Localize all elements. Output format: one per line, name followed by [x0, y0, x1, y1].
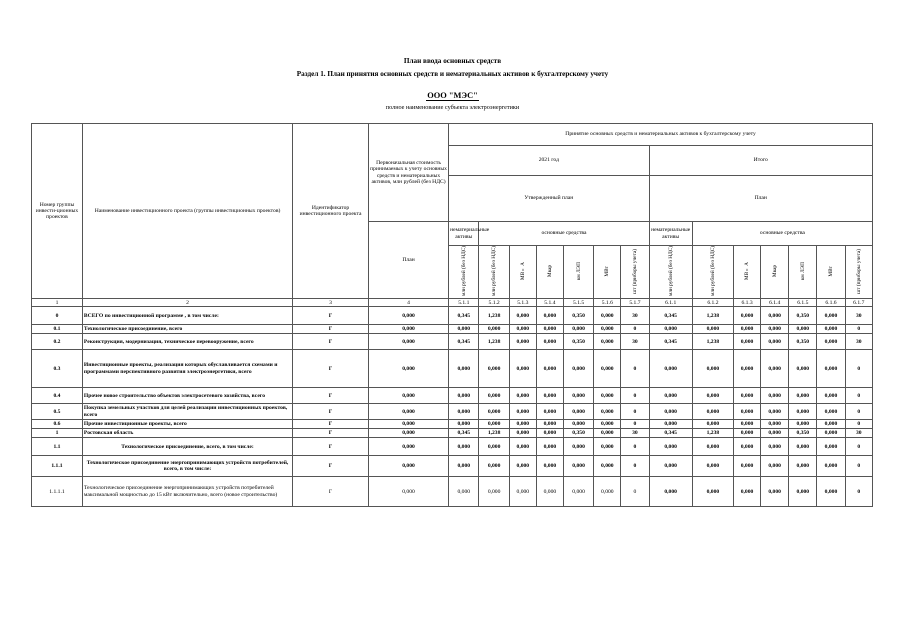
header-unit-6-4: Мвар — [761, 246, 789, 299]
row-project-name: Ростовская область — [82, 429, 292, 438]
row-number: 1.1.1 — [32, 456, 83, 477]
table-row — [32, 429, 873, 438]
row-initial-cost: 0,000 — [368, 456, 448, 477]
row-value: 0,000 — [509, 334, 536, 350]
row-value: 0,000 — [817, 388, 845, 404]
row-value: 0,345 — [449, 429, 479, 438]
header-intangible-total: нематериальные активы — [649, 222, 692, 246]
row-value: 0,000 — [594, 456, 621, 477]
row-value: 0,000 — [449, 350, 479, 388]
row-project-id: Г — [293, 307, 369, 325]
column-number: 6.1.1 — [649, 299, 692, 307]
column-number: 5.1.7 — [621, 299, 649, 307]
row-value: 0,000 — [761, 477, 789, 507]
row-value: 0,000 — [449, 325, 479, 334]
row-project-id: Г — [293, 388, 369, 404]
row-value: 0,000 — [692, 325, 733, 334]
row-value: 0,000 — [789, 438, 817, 456]
row-value: 0,000 — [509, 477, 536, 507]
column-number: 6.1.6 — [817, 299, 845, 307]
row-value: 0,000 — [649, 325, 692, 334]
table-row — [32, 420, 873, 429]
row-value: 0,000 — [563, 438, 593, 456]
header-unit-5-3: МВ×А — [509, 246, 536, 299]
row-initial-cost: 0,000 — [368, 307, 448, 325]
row-value: 30 — [845, 307, 872, 325]
column-number: 5.1.5 — [563, 299, 593, 307]
row-value: 0,000 — [761, 429, 789, 438]
row-value: 0,000 — [449, 388, 479, 404]
row-project-id: Г — [293, 456, 369, 477]
row-value: 0,000 — [761, 350, 789, 388]
row-value: 0,000 — [479, 456, 509, 477]
row-value: 0,000 — [536, 456, 563, 477]
row-initial-cost: 0,000 — [368, 477, 448, 507]
header-approved-plan: Утвержденный план — [449, 176, 649, 222]
row-value: 0,350 — [789, 334, 817, 350]
row-number: 0.1 — [32, 325, 83, 334]
row-project-id: Г — [293, 477, 369, 507]
row-value: 0,000 — [649, 456, 692, 477]
column-number: 1 — [32, 299, 83, 307]
row-value: 0,000 — [789, 477, 817, 507]
row-value: 1,238 — [692, 429, 733, 438]
row-value: 0 — [845, 325, 872, 334]
row-initial-cost: 0,000 — [368, 438, 448, 456]
row-value: 0,000 — [509, 388, 536, 404]
organization-caption: полное наименование субъекта электроэнергетики — [385, 104, 520, 111]
header-fixed-assets-total: основные средства — [692, 222, 872, 246]
header-unit-6-6: МВт — [817, 246, 845, 299]
row-value: 0,000 — [594, 477, 621, 507]
header-project-id: Идентификатор инвестиционного проекта — [293, 124, 369, 299]
header-unit-5-2: млн рублей (без НДС) — [479, 246, 509, 299]
header-initial-cost: Первоначальная стоимость принимаемых к учету основных средств и нематериальных активов, млн рублей (без НДС) — [368, 124, 448, 222]
row-project-name: Покупка земельных участков для целей реализации инвестиционных проектов, всего — [82, 404, 292, 420]
row-number: 0 — [32, 307, 83, 325]
row-value: 0,000 — [594, 420, 621, 429]
row-initial-cost: 0,000 — [368, 429, 448, 438]
row-number: 0.5 — [32, 404, 83, 420]
row-value: 0,000 — [594, 334, 621, 350]
row-number: 1 — [32, 429, 83, 438]
row-value: 0,000 — [479, 350, 509, 388]
column-number: 5.1.3 — [509, 299, 536, 307]
row-value: 0,000 — [509, 429, 536, 438]
row-value: 0 — [621, 388, 649, 404]
row-value: 0,000 — [734, 388, 761, 404]
row-value: 0,000 — [692, 456, 733, 477]
column-number: 2 — [82, 299, 292, 307]
row-initial-cost: 0,000 — [368, 350, 448, 388]
row-value: 0,000 — [761, 456, 789, 477]
row-value: 0,000 — [761, 388, 789, 404]
row-value: 30 — [621, 334, 649, 350]
row-number: 0.2 — [32, 334, 83, 350]
table-row — [32, 350, 873, 388]
table-row — [32, 388, 873, 404]
row-value: 0,000 — [692, 420, 733, 429]
row-value: 0,000 — [563, 325, 593, 334]
header-year: 2021 год — [449, 146, 649, 176]
row-value: 0,000 — [817, 420, 845, 429]
row-value: 0,000 — [817, 350, 845, 388]
row-value: 0,000 — [594, 429, 621, 438]
row-value: 0,000 — [734, 456, 761, 477]
row-number: 0.4 — [32, 388, 83, 404]
row-value: 0,000 — [761, 325, 789, 334]
header-unit-5-1: млн рублей (без НДС) — [449, 246, 479, 299]
row-value: 0,000 — [536, 388, 563, 404]
column-number: 3 — [293, 299, 369, 307]
row-value: 0,000 — [479, 325, 509, 334]
row-value: 0,000 — [536, 438, 563, 456]
row-project-name: ВСЕГО по инвестиционной программе , в том числе: — [82, 307, 292, 325]
row-value: 0,000 — [649, 420, 692, 429]
row-value: 0,000 — [817, 477, 845, 507]
row-project-name: Инвестиционные проекты, реализация которых обуславливается схемами и программами перспективного развития электроэнергетики, всего — [82, 350, 292, 388]
column-number: 5.1.4 — [536, 299, 563, 307]
row-value: 0 — [621, 456, 649, 477]
row-initial-cost: 0,000 — [368, 325, 448, 334]
row-value: 1,238 — [692, 307, 733, 325]
header-unit-5-6: МВт — [594, 246, 621, 299]
row-value: 0,350 — [563, 429, 593, 438]
row-value: 0,350 — [789, 307, 817, 325]
row-value: 0,000 — [761, 334, 789, 350]
row-project-name: Технологическое присоединение энергопринимающих устройств потребителей, всего, в том числе: — [82, 456, 292, 477]
row-value: 0,000 — [594, 388, 621, 404]
row-value: 0,000 — [536, 477, 563, 507]
row-value: 0 — [845, 420, 872, 429]
row-value: 0 — [845, 388, 872, 404]
header-project-name: Наименование инвестиционного проекта (группы инвестиционных проектов) — [82, 124, 292, 299]
row-project-id: Г — [293, 325, 369, 334]
row-value: 0 — [621, 438, 649, 456]
row-value: 0,000 — [761, 404, 789, 420]
row-value: 0,000 — [536, 429, 563, 438]
row-project-id: Г — [293, 438, 369, 456]
document-title: План ввода основных средств — [403, 57, 502, 65]
table-row — [32, 404, 873, 420]
row-value: 0 — [621, 420, 649, 429]
column-number: 5.1.2 — [479, 299, 509, 307]
row-value: 0,000 — [536, 404, 563, 420]
row-value: 0,000 — [536, 334, 563, 350]
row-value: 1,238 — [479, 307, 509, 325]
row-value: 0,000 — [509, 350, 536, 388]
row-value: 0,345 — [649, 334, 692, 350]
row-value: 0,000 — [692, 404, 733, 420]
row-value: 0,000 — [509, 456, 536, 477]
row-value: 30 — [845, 429, 872, 438]
row-value: 0,345 — [449, 307, 479, 325]
row-number: 1.1 — [32, 438, 83, 456]
row-value: 0,000 — [734, 325, 761, 334]
row-value: 0 — [845, 456, 872, 477]
row-value: 30 — [621, 307, 649, 325]
row-value: 0,000 — [649, 350, 692, 388]
header-unit-6-3: МВ×А — [734, 246, 761, 299]
row-value: 0,000 — [449, 404, 479, 420]
row-value: 30 — [845, 334, 872, 350]
row-number: 0.3 — [32, 350, 83, 388]
row-value: 0,350 — [789, 429, 817, 438]
row-value: 0,000 — [563, 477, 593, 507]
header-unit-5-5: км ЛЭП — [563, 246, 593, 299]
header-fixed-assets: основные средства — [479, 222, 649, 246]
row-value: 1,238 — [692, 334, 733, 350]
row-value: 0,000 — [734, 477, 761, 507]
row-value: 0 — [621, 477, 649, 507]
row-value: 0,000 — [479, 388, 509, 404]
row-value: 0,000 — [594, 438, 621, 456]
row-value: 0,000 — [734, 350, 761, 388]
row-value: 0,000 — [789, 420, 817, 429]
row-value: 0,000 — [594, 307, 621, 325]
column-number: 6.1.4 — [761, 299, 789, 307]
row-value: 0,000 — [563, 388, 593, 404]
row-value: 0,345 — [449, 334, 479, 350]
column-number: 6.1.3 — [734, 299, 761, 307]
row-value: 0,000 — [817, 438, 845, 456]
row-value: 0 — [845, 438, 872, 456]
row-value: 0,000 — [734, 429, 761, 438]
table-row — [32, 334, 873, 350]
row-value: 0,000 — [734, 404, 761, 420]
row-value: 0,350 — [563, 307, 593, 325]
row-value: 0,000 — [479, 404, 509, 420]
column-number: 6.1.2 — [692, 299, 733, 307]
row-value: 0,000 — [692, 388, 733, 404]
row-value: 1,238 — [479, 429, 509, 438]
row-value: 0,000 — [692, 477, 733, 507]
row-project-id: Г — [293, 420, 369, 429]
row-value: 0 — [621, 404, 649, 420]
header-unit-5-4: Мвар — [536, 246, 563, 299]
row-value: 0,000 — [761, 420, 789, 429]
column-number: 4 — [368, 299, 448, 307]
row-value: 0,000 — [649, 438, 692, 456]
row-project-id: Г — [293, 429, 369, 438]
row-project-name: Технологическое присоединение энергопринимающих устройств потребителей максимальной мощностью до 15 кВт включительно, всего (новое строительство) — [82, 477, 292, 507]
row-value: 0,000 — [563, 404, 593, 420]
row-value: 0,000 — [692, 438, 733, 456]
column-number: 6.1.7 — [845, 299, 872, 307]
row-value: 0,000 — [479, 420, 509, 429]
row-value: 0,000 — [563, 420, 593, 429]
row-value: 0,000 — [789, 350, 817, 388]
row-value: 0,000 — [449, 438, 479, 456]
row-project-name: Технологическое присоединение, всего, в том числе: — [82, 438, 292, 456]
row-project-name: Прочее новое строительство объектов электросетевого хозяйства, всего — [82, 388, 292, 404]
organization-name: ООО "МЭС" — [427, 91, 478, 100]
row-number: 1.1.1.1 — [32, 477, 83, 507]
row-value: 0,000 — [789, 456, 817, 477]
column-number: 5.1.1 — [449, 299, 479, 307]
header-plan: План — [649, 176, 873, 222]
row-value: 0,000 — [536, 325, 563, 334]
row-value: 0,000 — [817, 456, 845, 477]
row-value: 0 — [845, 350, 872, 388]
investment-table — [31, 123, 873, 507]
row-value: 0,000 — [509, 307, 536, 325]
row-value: 0,000 — [449, 456, 479, 477]
header-plan-col4: План — [368, 222, 448, 299]
header-unit-6-7: шт (приборы учета) — [845, 246, 872, 299]
section-title: Раздел 1. План принятия основных средств и нематериальных активов к бухгалтерскому учету — [296, 70, 609, 78]
row-value: 0,000 — [734, 438, 761, 456]
row-value: 0,000 — [509, 438, 536, 456]
row-value: 0,000 — [734, 334, 761, 350]
row-value: 1,238 — [479, 334, 509, 350]
table-row — [32, 307, 873, 325]
row-project-name: Технологическое присоединение, всего — [82, 325, 292, 334]
row-value: 0,000 — [817, 429, 845, 438]
table-row — [32, 325, 873, 334]
row-value: 0,345 — [649, 307, 692, 325]
row-value: 0,000 — [817, 325, 845, 334]
row-value: 0,000 — [789, 388, 817, 404]
header-group-number: Номер группы инвести-ционных проектов — [32, 124, 83, 299]
row-initial-cost: 0,000 — [368, 404, 448, 420]
row-value: 0,345 — [649, 429, 692, 438]
table-row — [32, 438, 873, 456]
row-value: 0,000 — [479, 477, 509, 507]
header-group-title: Принятие основных средств и нематериальных активов к бухгалтерскому учету — [449, 124, 873, 146]
row-project-id: Г — [293, 350, 369, 388]
row-value: 0 — [621, 350, 649, 388]
row-value: 0,000 — [449, 477, 479, 507]
header-total: Итого — [649, 146, 873, 176]
row-value: 0,000 — [817, 404, 845, 420]
header-unit-6-1: млн рублей (без НДС) — [649, 246, 692, 299]
row-value: 0,000 — [536, 307, 563, 325]
row-value: 0,000 — [509, 404, 536, 420]
row-value: 0,000 — [761, 438, 789, 456]
row-value: 0 — [621, 325, 649, 334]
row-value: 30 — [621, 429, 649, 438]
row-number: 0.6 — [32, 420, 83, 429]
row-value: 0,000 — [509, 325, 536, 334]
row-value: 0,350 — [563, 334, 593, 350]
row-value: 0,000 — [734, 420, 761, 429]
column-number: 6.1.5 — [789, 299, 817, 307]
row-value: 0,000 — [649, 477, 692, 507]
row-initial-cost: 0,000 — [368, 388, 448, 404]
row-value: 0,000 — [761, 307, 789, 325]
header-unit-6-5: км ЛЭП — [789, 246, 817, 299]
row-value: 0,000 — [509, 420, 536, 429]
row-value: 0,000 — [789, 404, 817, 420]
row-value: 0,000 — [594, 325, 621, 334]
row-value: 0,000 — [649, 388, 692, 404]
row-value: 0,000 — [563, 350, 593, 388]
row-value: 0 — [845, 477, 872, 507]
row-initial-cost: 0,000 — [368, 334, 448, 350]
row-value: 0 — [845, 404, 872, 420]
row-value: 0,000 — [536, 420, 563, 429]
row-value: 0,000 — [817, 307, 845, 325]
header-unit-6-2: млн рублей (без НДС) — [692, 246, 733, 299]
row-value: 0,000 — [789, 325, 817, 334]
row-value: 0,000 — [734, 307, 761, 325]
header-intangible: нематериальные активы — [449, 222, 479, 246]
row-project-id: Г — [293, 404, 369, 420]
column-number: 5.1.6 — [594, 299, 621, 307]
row-value: 0,000 — [563, 456, 593, 477]
row-value: 0,000 — [649, 404, 692, 420]
row-value: 0,000 — [594, 350, 621, 388]
row-value: 0,000 — [479, 438, 509, 456]
row-initial-cost: 0,000 — [368, 420, 448, 429]
row-value: 0,000 — [449, 420, 479, 429]
row-value: 0,000 — [536, 350, 563, 388]
row-project-name: Реконструкция, модернизация, техническое перевооружение, всего — [82, 334, 292, 350]
table-row — [32, 477, 873, 507]
header-unit-5-7: шт (приборы учета) — [621, 246, 649, 299]
row-project-id: Г — [293, 334, 369, 350]
row-value: 0,000 — [692, 350, 733, 388]
table-row — [32, 456, 873, 477]
row-project-name: Прочие инвестиционные проекты, всего — [82, 420, 292, 429]
row-value: 0,000 — [594, 404, 621, 420]
row-value: 0,000 — [817, 334, 845, 350]
